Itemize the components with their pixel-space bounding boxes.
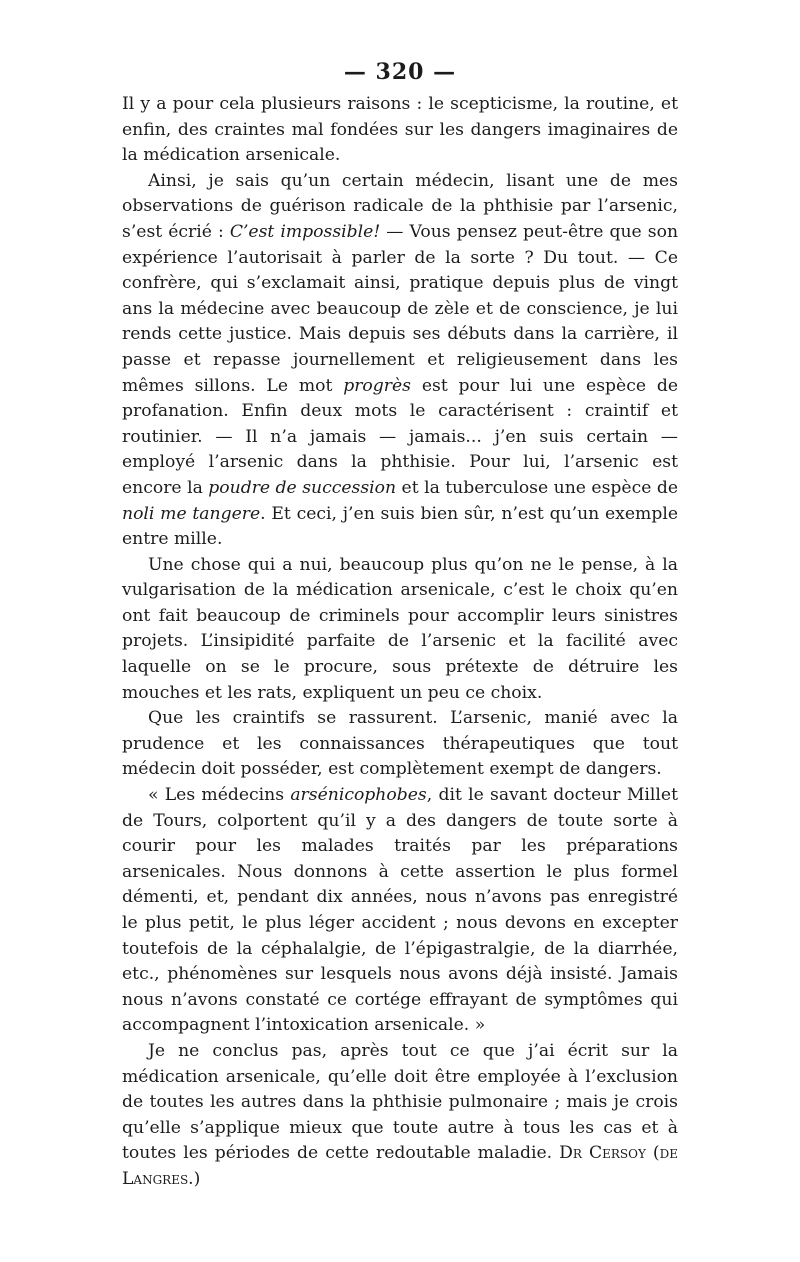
paragraph — [122, 92, 678, 169]
paragraph — [122, 169, 678, 553]
text-run: — Vous pensez peut-être que son expérience l’autorisait à parler de la sorte ? Du tout. — Ce confrère, qui s’exclamait ainsi, pratique depuis plus de vingt ans la médecine avec beaucoup de zèle et de conscience, je lui rends cette justice. Mais depuis ses débuts dans la carrière, il passe et repasse journellement et religieusement dans les mêmes sillons. Le mot — [122, 221, 679, 396]
author-signature: Dr Cersoy (de Langres.) — [122, 1143, 678, 1189]
paragraph — [122, 706, 678, 783]
paragraph — [122, 783, 678, 1039]
text-run: « Les médecins — [148, 785, 291, 806]
text-run: Il y a pour cela plusieurs raisons : le scepticisme, la routine, et enfin, des craintes mal fondées sur les dangers imaginaires de la médication arsenicale. — [122, 94, 678, 166]
italic-phrase: noli me tangere — [122, 503, 261, 524]
italic-phrase: arsénicophobes — [290, 785, 427, 806]
text-run: , dit le savant docteur Millet de Tours, colportent qu’il y a des dangers de toute sorte à courir pour les malades traités par les préparations arsenicales. Nous donnons à cette assertion le plus formel démenti, et, pendant dix années, nous n’avons pas enregistré le plus petit, le plus léger accident ; nous devons en excepter toutefois de la céphalalgie, de l’épigastralgie, de la diarrhée, etc., phénomènes sur lesquels nous avons déjà insisté. Jamais nous n’avons constaté ce cortége effrayant de symptômes qui accompagnent l’intoxication arsenicale. » — [122, 785, 678, 1036]
text-run: Je ne conclus pas, après tout ce que j’ai écrit sur la médication arsenicale, qu’elle doit être employée à l’exclusion de toutes les autres dans la phthisie pulmonaire ; mais je crois qu’elle s’applique mieux que toute autre à tous les cas et à toutes les périodes de cette redoutable maladie. — [122, 1040, 678, 1164]
text-run: et la tuberculose une espèce de — [396, 477, 679, 498]
paragraph — [122, 1039, 678, 1193]
book-page — [122, 52, 678, 1193]
text-run: Que les craintifs se rassurent. L’arsenic, manié avec la prudence et les connaissances thérapeutiques que tout médecin doit posséder, est complètement exempt de dangers. — [122, 708, 678, 780]
italic-phrase: C’est impossible! — [229, 221, 381, 242]
text-run: Une chose qui a nui, beaucoup plus qu’on ne le pense, à la vulgarisation de la médication arsenicale, c’est le choix qu’en ont fait beaucoup de criminels pour accomplir leurs sinistres projets. L’insipidité parfaite de l’arsenic et la facilité avec laquelle on se le procure, sous prétexte de détruire les mouches et les rats, expliquent un peu ce choix. — [122, 554, 678, 703]
text-run: . Et ceci, j’en suis bien sûr, n’est qu’un exemple entre mille. — [122, 503, 678, 550]
italic-phrase: progrès — [343, 375, 411, 396]
paragraph — [122, 553, 678, 707]
page-number: — 320 — — [343, 59, 457, 85]
text-run: est pour lui une espèce de profanation. Enfin deux mots le caractérisent : craintif et routinier. — Il n’a jamais — jamais... j’en suis certain — employé l’arsenic dans la phthisie. Pour lui, l’arsenic est encore la — [122, 375, 679, 498]
italic-phrase: poudre de succession — [208, 477, 397, 498]
body-text — [122, 92, 678, 1193]
text-run: Ainsi, je sais qu’un certain médecin, lisant une de mes observations de guérison radicale de la phthisie par l’arsenic, s’est écrié : — [122, 170, 678, 242]
